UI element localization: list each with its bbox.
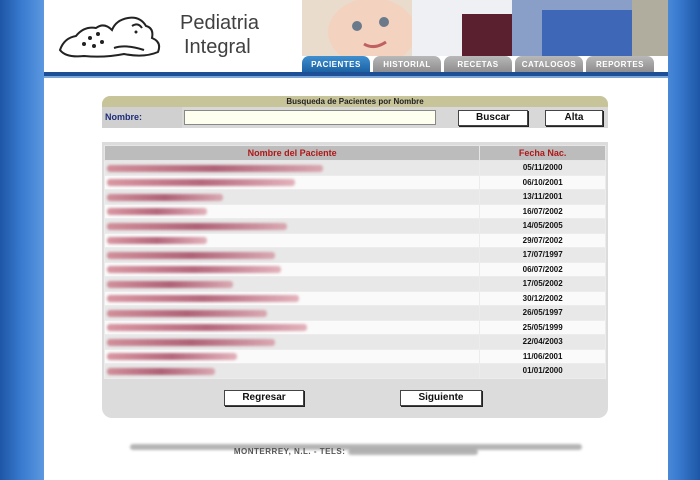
page [44,0,668,480]
birth-date-cell: 13/11/2001 [480,190,606,205]
results-panel [102,142,608,418]
table-row[interactable] [105,364,606,379]
search-row [102,107,608,128]
birth-date-cell: 06/07/2002 [480,262,606,277]
search-panel-title: Busqueda de Pacientes por Nombre [102,96,608,107]
redacted-patient-name [107,266,281,273]
table-row[interactable] [105,291,606,306]
add-patient-button[interactable]: Alta [545,110,603,126]
birth-date-cell: 06/10/2001 [480,175,606,190]
patient-name-cell[interactable] [105,320,480,335]
patient-name-cell[interactable] [105,190,480,205]
baby-logo-icon [54,8,176,60]
patient-name-cell[interactable] [105,335,480,350]
birth-date-cell: 11/06/2001 [480,349,606,364]
main-tabs [302,56,668,72]
birth-date-cell: 25/05/1999 [480,320,606,335]
patient-name-cell[interactable] [105,248,480,263]
table-row[interactable] [105,306,606,321]
table-row[interactable] [105,320,606,335]
birth-date-cell: 17/05/2002 [480,277,606,292]
redacted-patient-name [107,208,207,215]
birth-date-cell: 17/07/1997 [480,248,606,263]
table-row[interactable] [105,262,606,277]
patient-name-cell[interactable] [105,262,480,277]
name-search-input[interactable] [184,110,436,125]
next-button[interactable]: Siguiente [400,390,482,406]
table-row[interactable] [105,204,606,219]
table-row[interactable] [105,349,606,364]
redacted-patient-name [107,339,275,346]
table-row[interactable] [105,233,606,248]
patient-name-cell[interactable] [105,204,480,219]
header-photo [302,0,668,56]
table-header-row [105,146,606,161]
logo[interactable] [44,0,304,74]
patient-name-cell[interactable] [105,161,480,176]
redacted-patient-name [107,295,299,302]
header-divider-light [44,76,668,78]
tab-recetas[interactable]: RECETAS [444,56,512,72]
search-button[interactable]: Buscar [458,110,528,126]
redacted-patient-name [107,194,223,201]
column-header-date: Fecha Nac. [480,146,606,161]
tab-historial[interactable]: HISTORIAL [373,56,441,72]
birth-date-cell: 14/05/2005 [480,219,606,234]
birth-date-cell: 22/04/2003 [480,335,606,350]
patient-name-cell[interactable] [105,277,480,292]
patient-name-cell[interactable] [105,233,480,248]
table-row[interactable] [105,248,606,263]
birth-date-cell: 05/11/2000 [480,161,606,176]
back-button[interactable]: Regresar [224,390,304,406]
footer-address [130,438,582,446]
patient-name-cell[interactable] [105,219,480,234]
birth-date-cell: 01/01/2000 [480,364,606,379]
patient-name-cell[interactable] [105,306,480,321]
redacted-patient-name [107,237,207,244]
column-header-name: Nombre del Paciente [105,146,480,161]
brand-title-line1: Pediatria [180,12,259,34]
tab-reportes[interactable]: REPORTES [586,56,654,72]
birth-date-cell: 16/07/2002 [480,204,606,219]
patient-name-cell[interactable] [105,349,480,364]
tab-pacientes[interactable]: PACIENTES [302,56,370,72]
search-panel [102,96,608,128]
table-row[interactable] [105,190,606,205]
redacted-patient-name [107,179,295,186]
table-row[interactable] [105,161,606,176]
header [44,0,668,74]
birth-date-cell: 26/05/1997 [480,306,606,321]
patient-name-cell[interactable] [105,364,480,379]
redacted-patient-name [107,252,275,259]
table-row[interactable] [105,175,606,190]
birth-date-cell: 29/07/2002 [480,233,606,248]
name-label: Nombre: [102,107,182,128]
brand-title-line2: Integral [184,36,251,58]
table-row[interactable] [105,277,606,292]
patients-table [104,145,606,379]
redacted-patient-name [107,324,307,331]
footer-city: MONTERREY, N.L. - TELS: [233,447,346,456]
footer-phones [44,447,668,456]
redacted-patient-name [107,353,237,360]
tab-catalogos[interactable]: CATALOGOS [515,56,583,72]
table-row[interactable] [105,335,606,350]
redacted-patient-name [107,223,287,230]
redacted-patient-name [107,281,233,288]
patient-name-cell[interactable] [105,291,480,306]
redacted-patient-name [107,368,215,375]
table-row[interactable] [105,219,606,234]
patient-name-cell[interactable] [105,175,480,190]
redacted-patient-name [107,310,267,317]
redacted-patient-name [107,165,323,172]
birth-date-cell: 30/12/2002 [480,291,606,306]
